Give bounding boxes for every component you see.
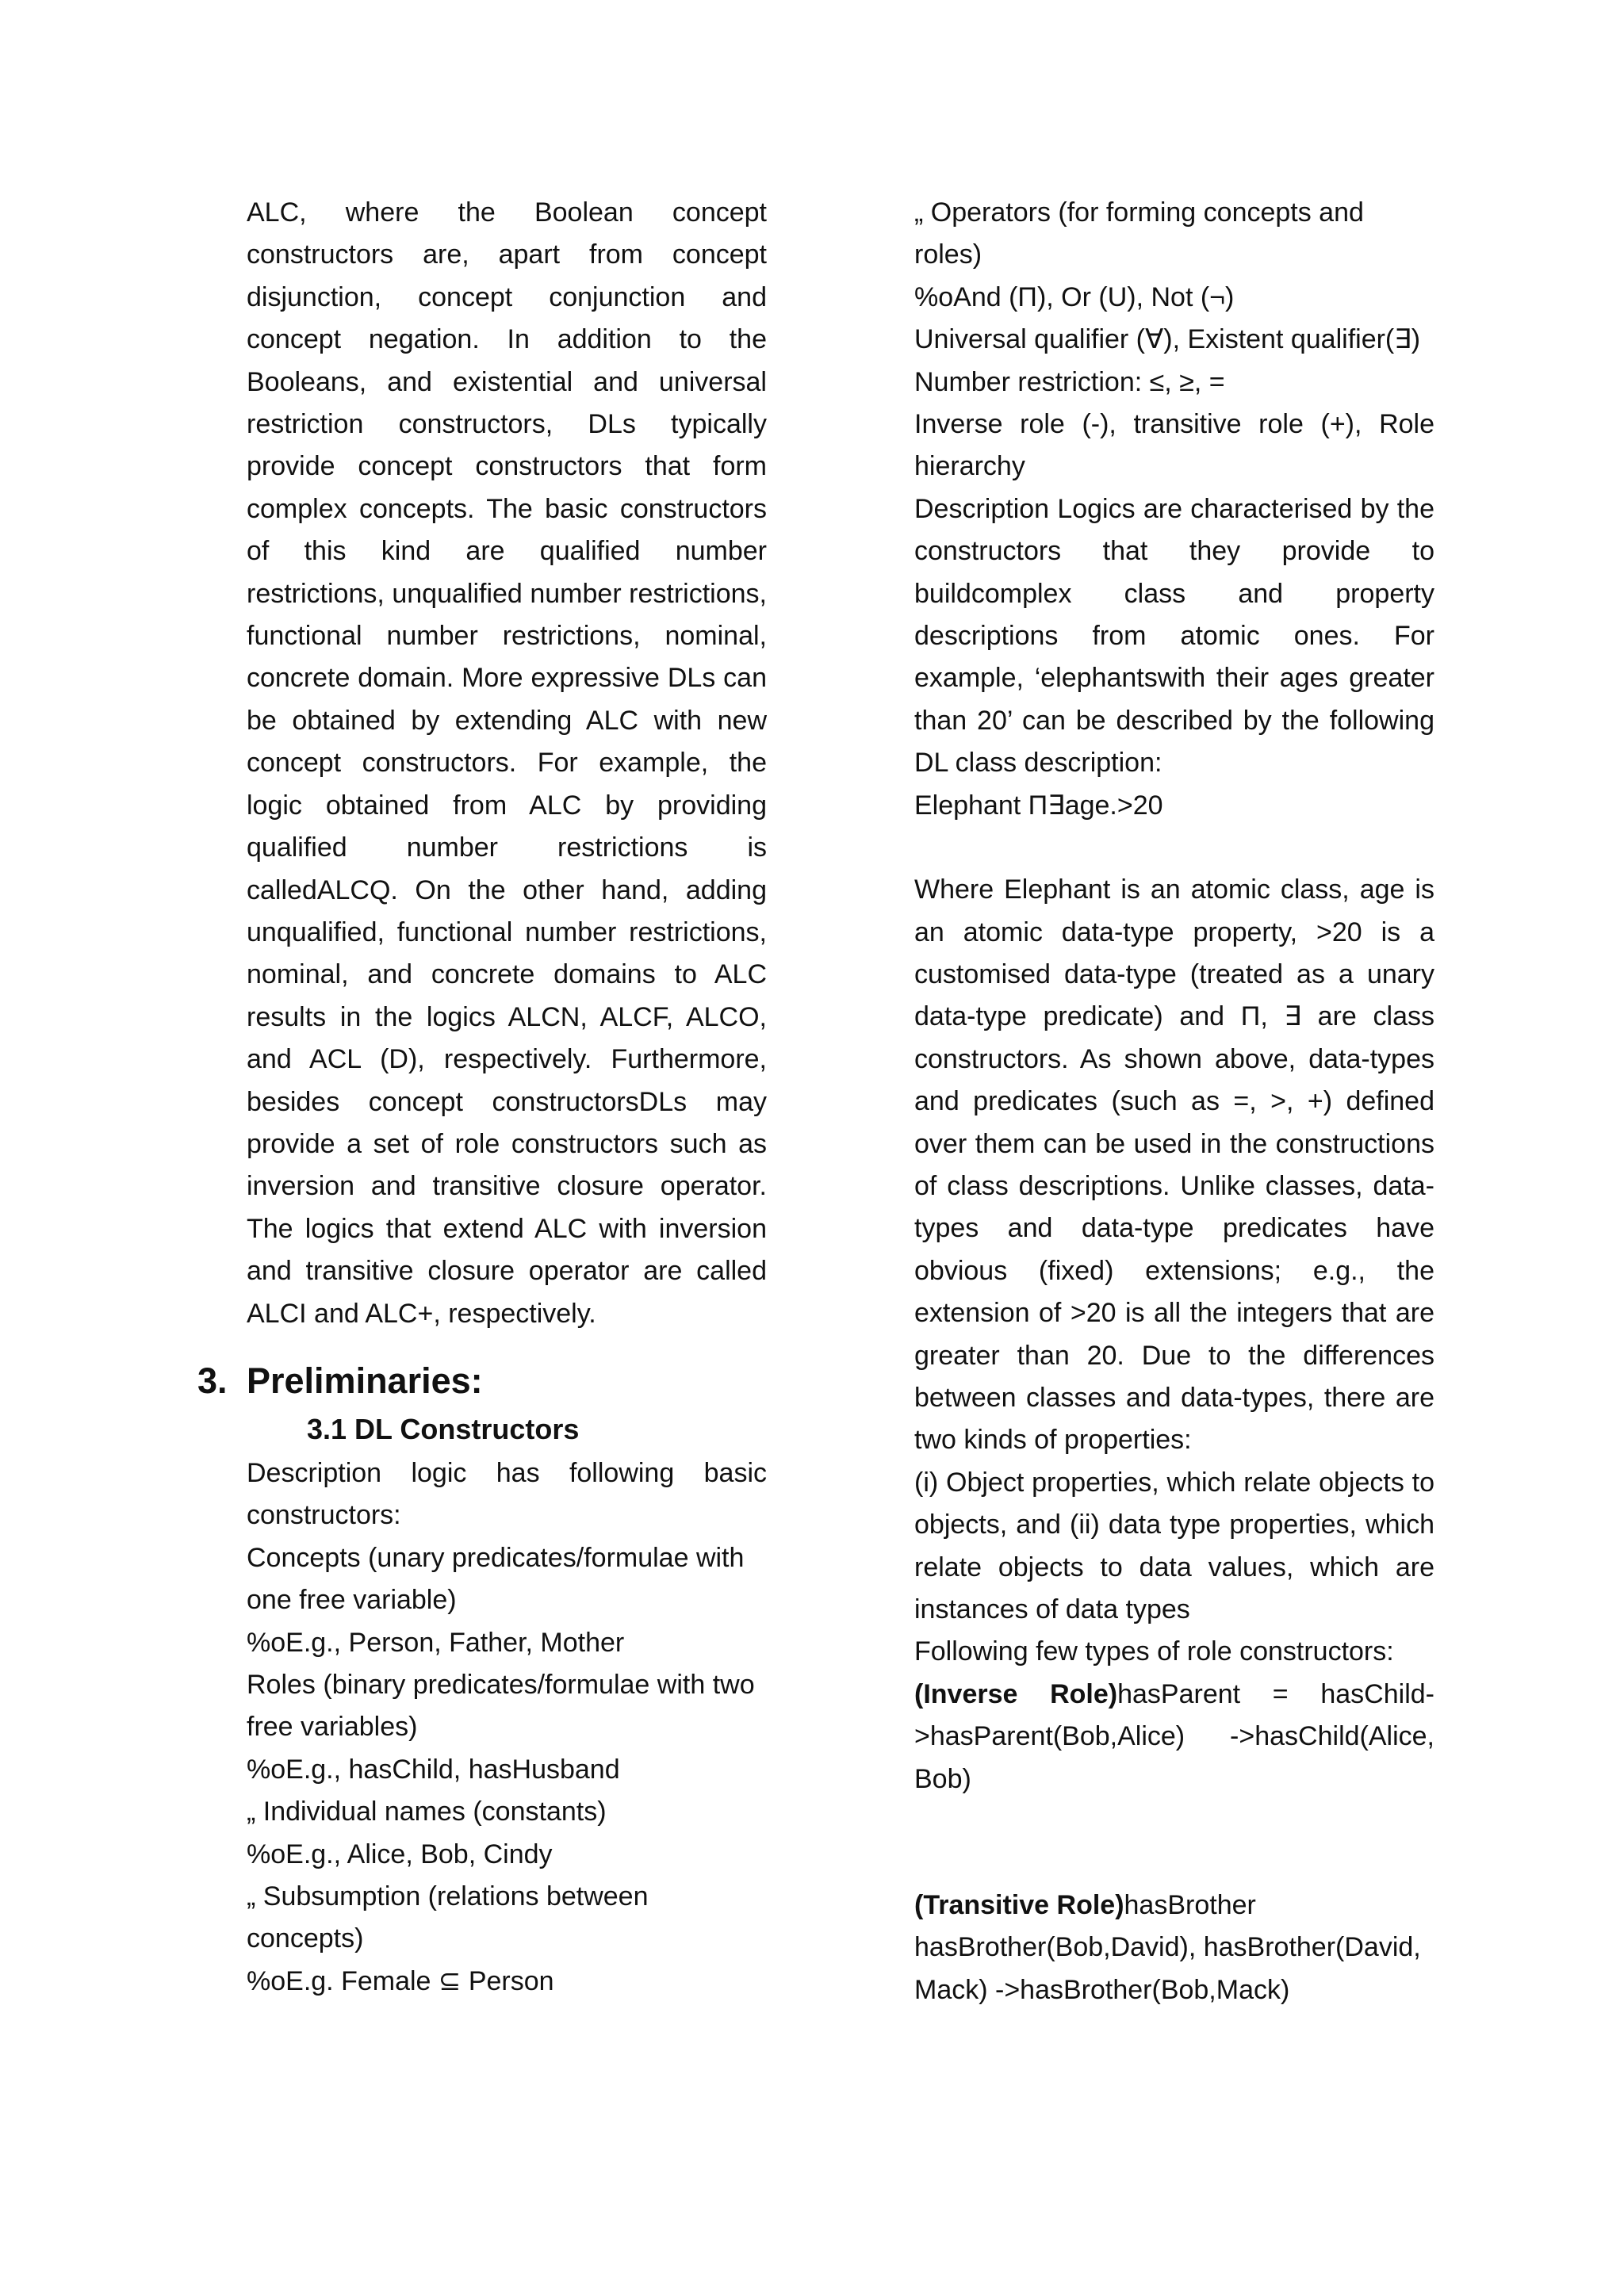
qualifiers-line: Universal qualifier (∀), Existent qualifier(∃) [914, 324, 1421, 355]
intro-paragraph: ALC, where the Boolean concept constructors are, apart from concept disjunction, concept conjunction and concept negation. In addition to the Booleans, and existential and universal restriction constructors, DLs typically provide concept constructors that form complex concepts. The basic constructors of this kind are qualified number restrictions, unqualified number restrictions, functional number restrictions, nominal, concrete domain. More expressive DLs can be obtained by extending ALC with new concept constructors. For example, the logic obtained from ALC by providing qualified number restrictions is calledALCQ. On the other hand, adding unqualified, functional number restrictions, nominal, and concrete domains to ALC results in the logics ALCN, ALCF, ALCO, and ACL (D), respectively. Furthermore, besides concept constructorsDLs may provide a set of role constructors such as inversion and transitive closure operator. The logics that extend ALC with inversion and transitive closure operator are called ALCI and ALC+, respectively. [247, 197, 767, 1329]
role-constructors-intro: Following few types of role constructors: [914, 1636, 1394, 1667]
left-column [197, 192, 767, 2003]
number-restriction-line: Number restriction: ≤, ≥, = [914, 366, 1225, 397]
transitive-role-line [914, 1885, 1434, 1927]
right-column [914, 192, 1434, 2011]
description-paragraph: Description Logics are characterised by the constructors that they provide to buildcomplex class and property descriptions from atomic ones. For example, ‘elephantswith their ages greater than 20’ can be described by the following DL class description: [914, 493, 1434, 779]
formula-line: Elephant Π∃age.>20 [914, 790, 1163, 821]
roles-example-line: %oE.g., hasChild, hasHusband [247, 1754, 620, 1785]
subsumption-example-line: %oE.g. Female ⊆ Person [247, 1965, 554, 1996]
spacer [914, 1800, 1434, 1885]
individuals-example-line: %oE.g., Alice, Bob, Cindy [247, 1839, 553, 1869]
roles-line: Roles (binary predicates/formulae with two free variables) [247, 1670, 755, 1743]
section-heading [197, 1359, 767, 1403]
boolean-operators-line: %oAnd (Π), Or (U), Not (¬) [914, 281, 1235, 312]
concepts-example-line: %oE.g., Person, Father, Mother [247, 1627, 625, 1658]
transitive-role-label: (Transitive Role) [914, 1890, 1124, 1921]
transitive-role-example: hasBrother(Bob,David), hasBrother(David, Mack) ->hasBrother(Bob,Mack) [914, 1932, 1421, 2005]
role-types-line: Inverse role (-), transitive role (+), Role hierarchy [914, 409, 1434, 482]
inverse-role-label: (Inverse Role) [914, 1678, 1118, 1709]
properties-paragraph: (i) Object properties, which relate objects to objects, and (ii) data type properties, which relate objects to data values, which are instances of data types [914, 1467, 1434, 1624]
subsumption-line: „ Subsumption (relations between concepts) [247, 1881, 649, 1954]
subsection-heading: 3.1 DL Constructors [307, 1412, 580, 1445]
constructors-intro-line: Description logic has following basic constructors: [247, 1457, 767, 1531]
where-paragraph: Where Elephant is an atomic class, age is an atomic data-type property, >20 is a customised data-type (treated as a unary data-type predicate) and Π, ∃ are class constructors. As shown above, data-types and predicates (such as =, >, +) defined over them can be used in the constructions of class descriptions. Unlike classes, data-types and data-type predicates have obvious (fixed) extensions; e.g., the extension of >20 is all the integers that are greater than 20. Due to the differences between classes and data-types, there are two kinds of properties: [914, 874, 1434, 1456]
transitive-role-text: hasBrother [1124, 1890, 1256, 1921]
individuals-line: „ Individual names (constants) [247, 1797, 607, 1827]
section-title: Preliminaries: [247, 1360, 483, 1401]
inverse-role-paragraph [914, 1674, 1434, 1800]
spacer [914, 827, 1434, 869]
section-number: 3. [197, 1360, 228, 1401]
operators-line: „ Operators (for forming concepts and roles) [914, 197, 1364, 270]
concepts-line: Concepts (unary predicates/formulae with one free variable) [247, 1542, 745, 1616]
inverse-role-text: hasParent = hasChild->hasParent(Bob,Alice) ->hasChild(Alice, Bob) [914, 1678, 1434, 1794]
